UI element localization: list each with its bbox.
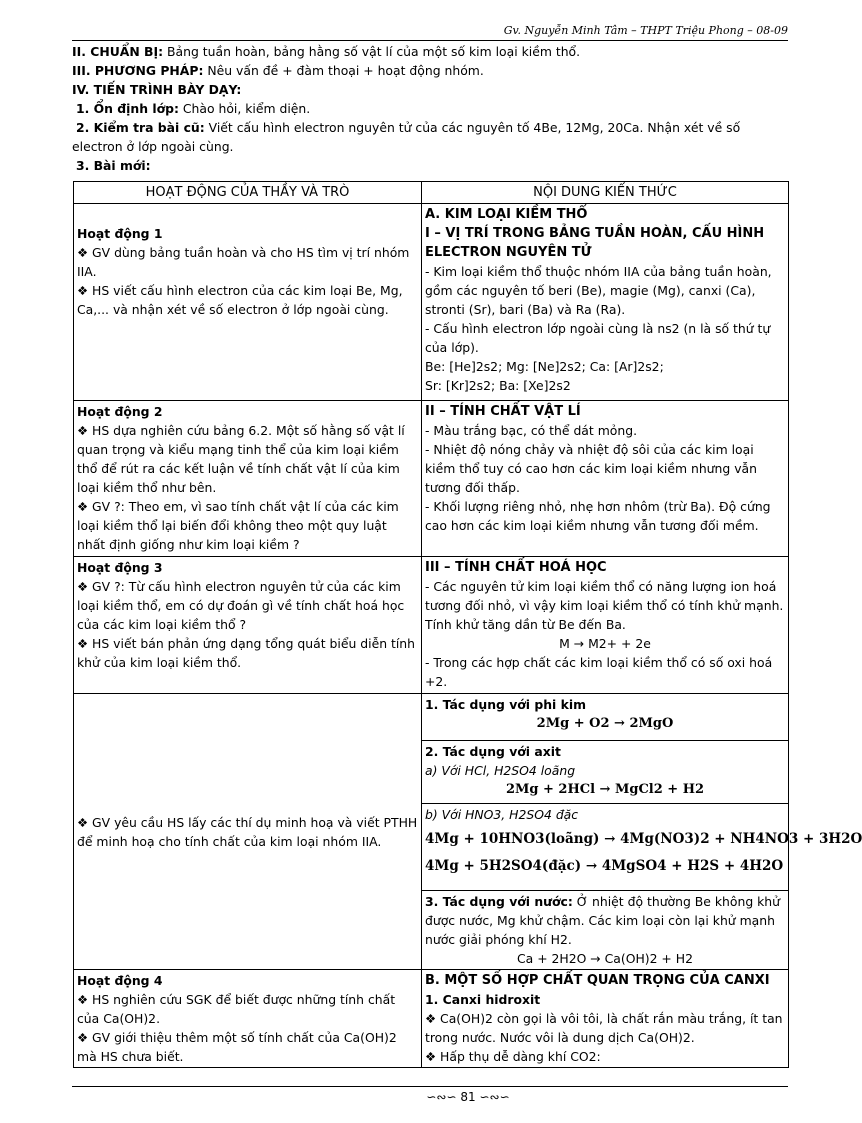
content-1-cell: A. KIM LOẠI KIỀM THỔ I – VỊ TRÍ TRONG BẢNG TUẦN HOÀN, CẤU HÌNH ELECTRON NGUYÊN TỬ - Kim loại kiềm thổ thuộc nhóm IIA của bảng tuần hoàn, gồm các nguyên tố beri (Be), magie (Mg), canxi (Ca), stronti (Sr), bari (Ba) và Ra (Ra). - Cấu hình electron lớp ngoài cùng là ns2 (n là số thứ tự của lớp). Be: [He]2s2; Mg: [Ne]2s2; Ca: [Ar]2s2; Sr: [Kr]2s2; Ba: [Xe]2s2 (422, 204, 789, 401)
ornament-left-icon: ∽∾∽ (426, 1090, 457, 1104)
lesson-table (73, 181, 862, 1068)
acid-reaction-cell: 2. Tác dụng với axit a) Với HCl, H2SO4 loãng 2Mg + 2HCl → MgCl2 + H2 (422, 741, 789, 804)
water-reaction-cell: 3. Tác dụng với nước: Ở nhiệt độ thường Be không khử được nước, Mg khử chậm. Các kim loại còn lại khử mạnh nước giải phóng khí H2. Ca + 2H2O → Ca(OH)2 + H2 (422, 891, 789, 970)
activity-1-cell: Hoạt động 1 ❖ GV dùng bảng tuần hoàn và cho HS tìm vị trí nhóm IIA. ❖ HS viết cấu hình electron của các kim loại Be, Mg, Ca,... và nhận xét về số electron ở lớp ngoài cùng. (74, 204, 422, 401)
page-number: ∽∾∽ 81 ∽∾∽ (426, 1090, 510, 1104)
dilute-acid-equation: 2Mg + 2HCl → MgCl2 + H2 (505, 782, 705, 797)
nonmetal-equation: 2Mg + O2 → 2MgO (536, 716, 674, 731)
column-header-activities: HOẠT ĐỘNG CỦA THẦY VÀ TRÒ (74, 182, 422, 204)
nitric-acid-equation: 4Mg + 10HNO3(loãng) → 4Mg(NO3)2 + NH4NO3 + 3H2O (425, 831, 862, 847)
phuong-phap: III. PHƯƠNG PHÁP: Nêu vấn đề + đàm thoại + hoạt động nhóm. (72, 63, 484, 78)
ornament-right-icon: ∽∾∽ (479, 1090, 510, 1104)
activity-2-cell: Hoạt động 2 ❖ HS dựa nghiên cứu bảng 6.2. Một số hằng số vật lí quan trọng và kiểu mạng tinh thể của kim loại kiềm thổ để rút ra các kết luận về tính chất vật lí của kim loại kiềm thổ như bên. ❖ GV ?: Theo em, vì sao tính chất vật lí của các kim loại kiềm thổ lại biến đổi không theo một quy luật nhất định giống như kim loại kiềm ? (74, 401, 422, 557)
tien-trinh: IV. TIẾN TRÌNH BÀY DẠY: (72, 82, 242, 97)
nonmetal-reaction-cell: 1. Tác dụng với phi kim 2Mg + O2 → 2MgO (422, 694, 789, 741)
kiem-tra: 2. Kiểm tra bài cũ: Viết cấu hình electron nguyên tử của các nguyên tố 4Be, 12Mg, 20Ca. Nhận xét về số electron ở lớp ngoài cùng. (72, 120, 741, 154)
activity-4-cell: Hoạt động 4 ❖ HS nghiên cứu SGK để biết được những tính chất của Ca(OH)2. ❖ GV giới thiệu thêm một số tính chất của Ca(OH)2 mà HS chưa biết. (74, 970, 422, 1068)
content-2-cell: II – TÍNH CHẤT VẬT LÍ - Màu trắng bạc, có thể dát mỏng. - Nhiệt độ nóng chảy và nhiệt độ sôi của các kim loại kiềm thổ tuy có cao hơn các kim loại kiềm nhưng vẫn tương đối thấp. - Khối lượng riêng nhỏ, nhẹ hơn nhôm (trừ Ba). Độ cứng cao hơn các kim loại kiềm nhưng vẫn tương đối mềm. (422, 401, 789, 557)
chuan-bi: II. CHUẨN BỊ: Bảng tuần hoàn, bảng hằng số vật lí của một số kim loại kiềm thổ. (72, 44, 581, 59)
sulfuric-acid-equation: 4Mg + 5H2SO4(đặc) → 4MgSO4 + H2S + 4H2O (425, 858, 784, 874)
bai-moi: 3. Bài mới: (75, 158, 151, 173)
reduction-equation: M → M2+ + 2e (559, 636, 651, 651)
column-header-content: NỘI DUNG KIẾN THỨC (422, 182, 789, 204)
page-header: Gv. Nguyễn Minh Tâm – THPT Triệu Phong – 08-09 (503, 24, 788, 37)
footer-rule (72, 1086, 788, 1087)
content-4-cell: B. MỘT SỐ HỢP CHẤT QUAN TRỌNG CỦA CANXI 1. Canxi hidroxit ❖ Ca(OH)2 còn gọi là vôi tôi, là chất rắn màu trắng, ít tan trong nước. Nước vôi là dung dịch Ca(OH)2. ❖ Hấp thụ dễ dàng khí CO2: (422, 970, 789, 1068)
content-3-cell: III – TÍNH CHẤT HOÁ HỌC - Các nguyên tử kim loại kiềm thổ có năng lượng ion hoá tương đối nhỏ, vì vậy kim loại kiềm thổ có tính khử mạnh. Tính khử tăng dần từ Be đến Ba. M → M2+ + 2e - Trong các hợp chất các kim loại kiềm thổ có số oxi hoá +2. (422, 557, 789, 694)
oxidizing-acid-cell: b) Với HNO3, H2SO4 đặc 4Mg + 10HNO3(loãng) → 4Mg(NO3)2 + NH4NO3 + 3H2O 4Mg + 5H2SO4(đặc) → 4MgSO4 + H2S + 4H2O (422, 804, 789, 891)
activity-3-cell: Hoạt động 3 ❖ GV ?: Từ cấu hình electron nguyên tử của các kim loại kiềm thổ, em có dự đoán gì về tính chất hoá học của các kim loại kiềm thổ ? ❖ HS viết bán phản ứng dạng tổng quát biểu diễn tính khử của kim loại kiềm thổ. (74, 557, 422, 694)
lesson-intro (72, 42, 788, 175)
header-rule (72, 40, 788, 41)
water-equation: Ca + 2H2O → Ca(OH)2 + H2 (517, 951, 693, 966)
example-activity-cell: ❖ GV yêu cầu HS lấy các thí dụ minh hoạ và viết PTHH để minh hoạ cho tính chất của kim loại nhóm IIA. (74, 694, 422, 970)
on-dinh: 1. Ổn định lớp: Chào hỏi, kiểm diện. (75, 101, 311, 116)
